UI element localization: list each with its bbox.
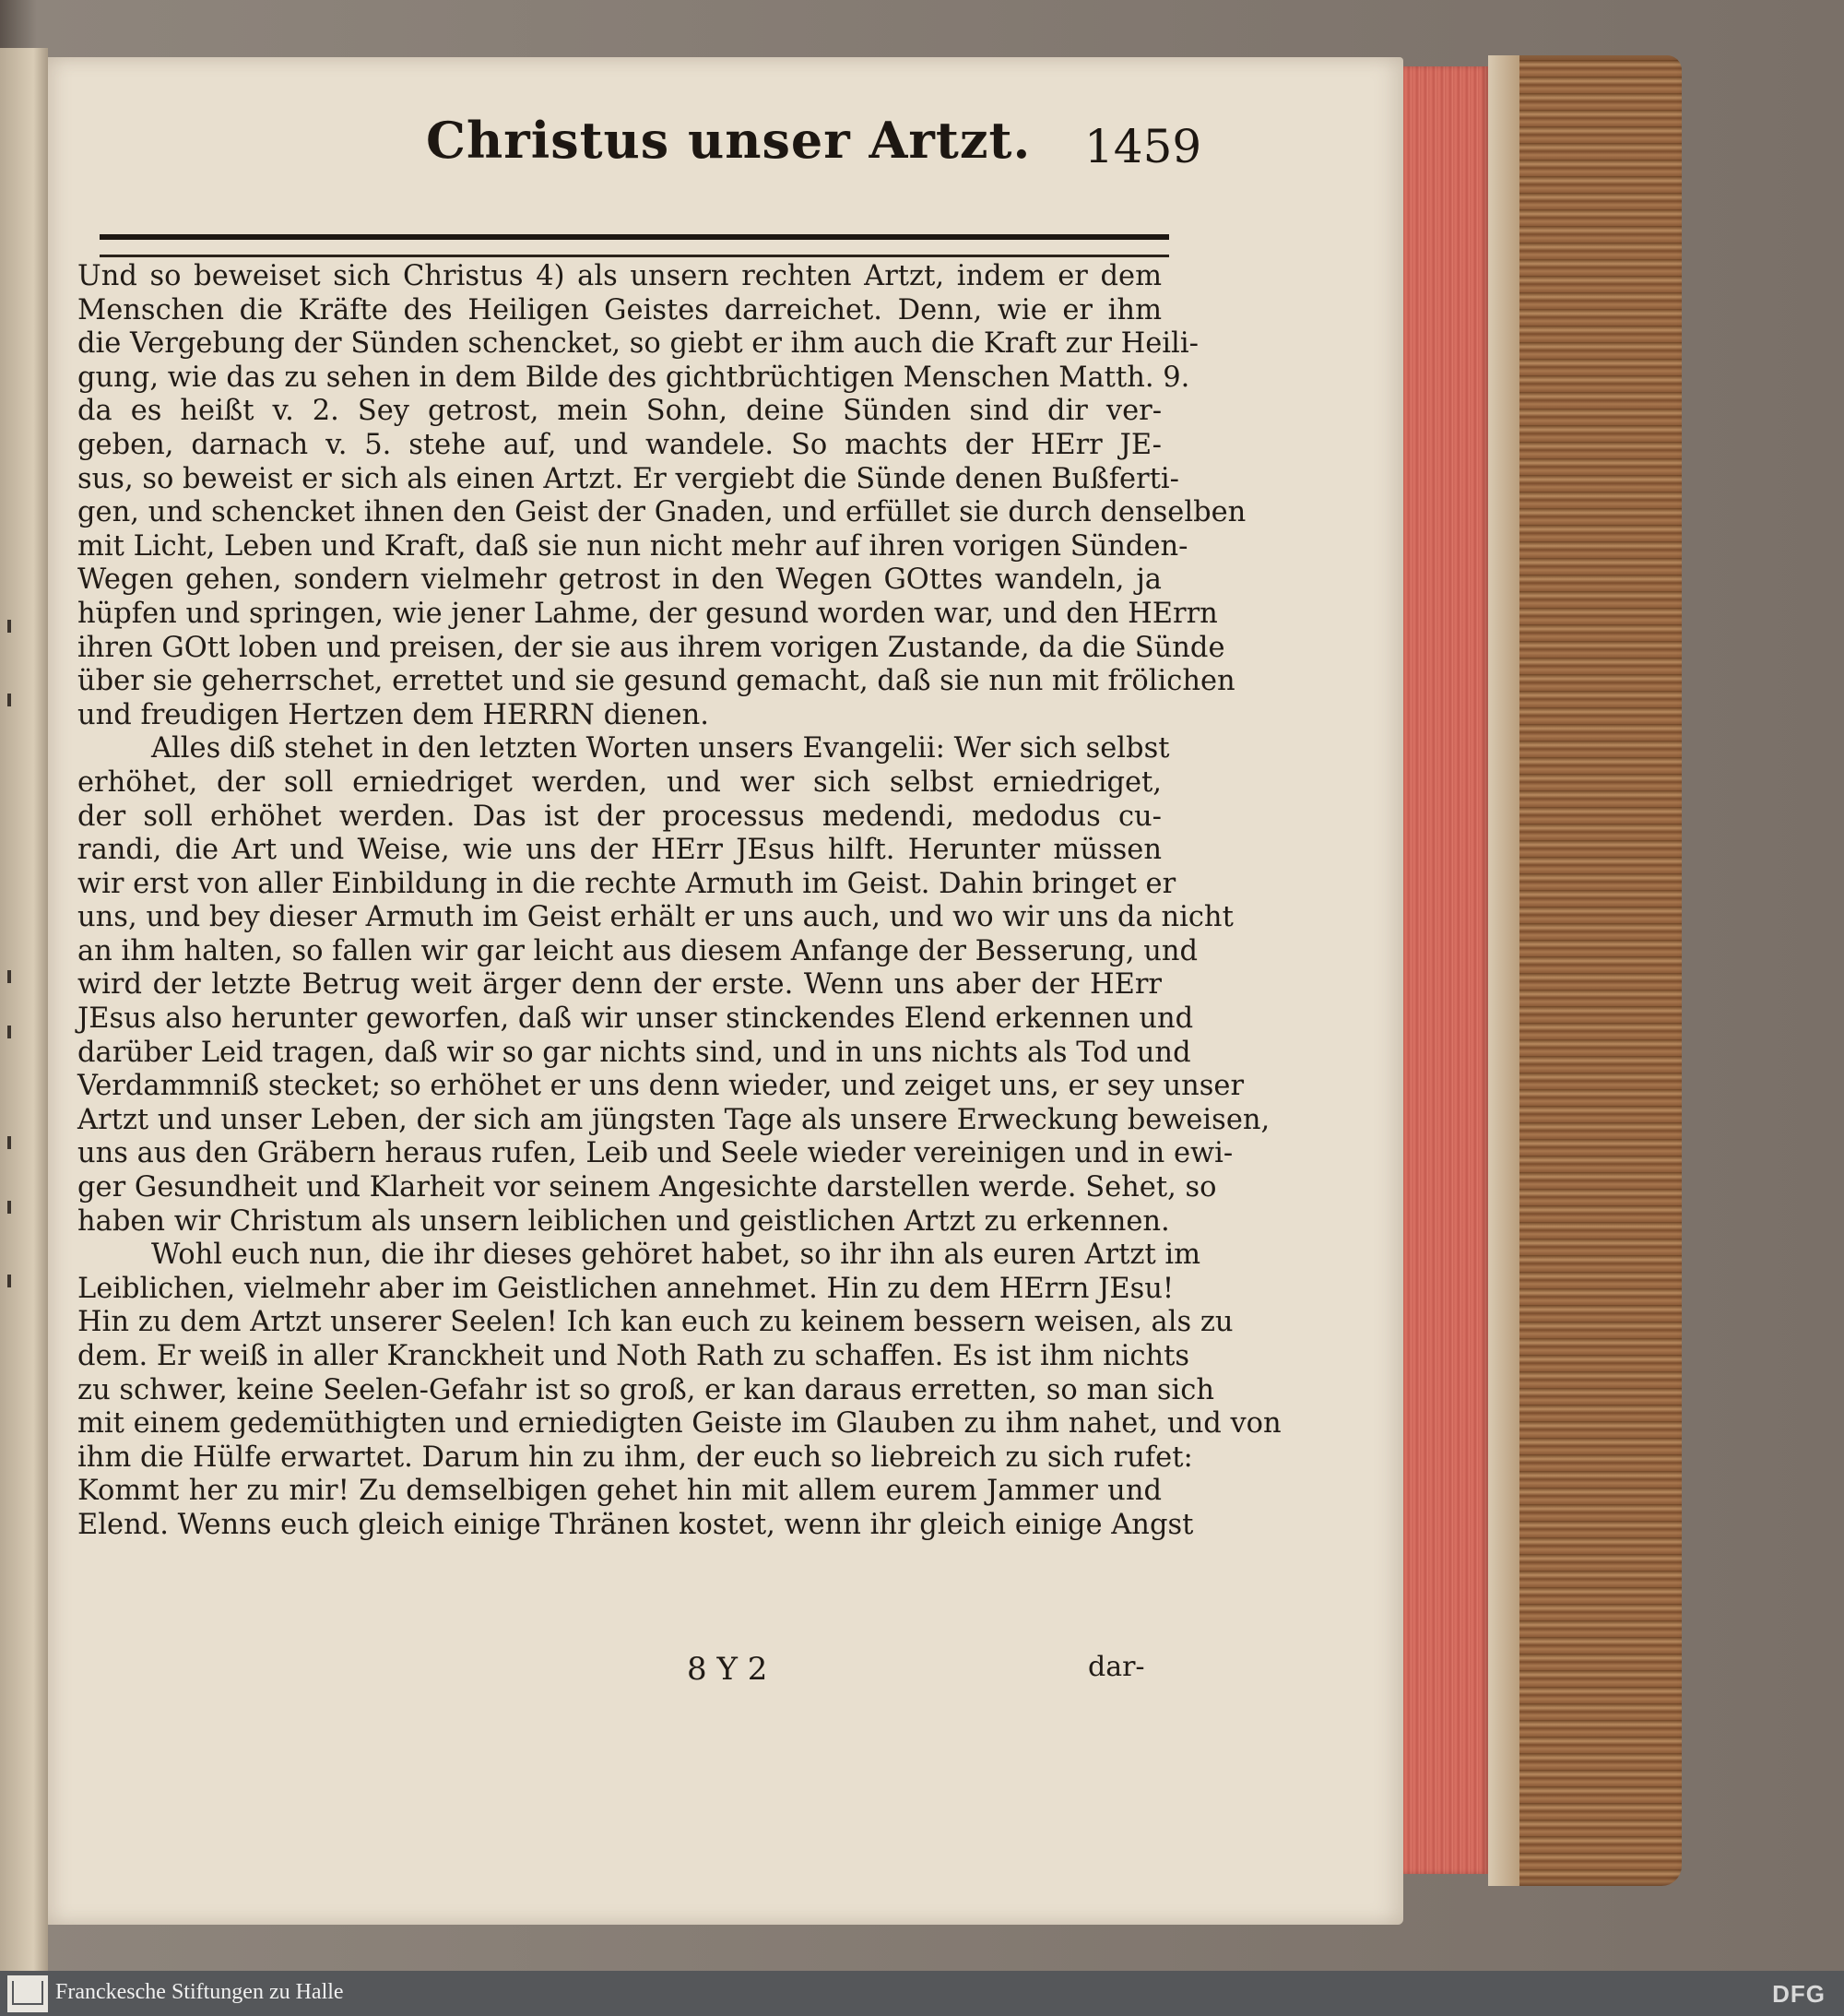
text-line: ihm die Hülfe erwartet. Darum hin zu ihm, der euch so liebreich zu sich rufet: <box>77 1441 1193 1474</box>
text-line: mit einem gedemüthigten und erniedigten Geiste im Glauben zu ihm nahet, und von <box>77 1407 1282 1441</box>
red-page-edges <box>1403 66 1488 1874</box>
text-line: Elend. Wenns euch gleich einige Thränen kostet, wenn ihr gleich einige Angst <box>77 1508 1194 1541</box>
text-line: hüpfen und springen, wie jener Lahme, der gesund worden war, und den HErrn <box>77 597 1218 630</box>
text-line: Wohl euch nun, die ihr dieses gehöret habet, so ihr ihn als euren Artzt im <box>151 1239 1201 1272</box>
text-line: mit Licht, Leben und Kraft, daß sie nun nicht mehr auf ihren vorigen Sünden- <box>77 529 1188 563</box>
running-head: Christus unser Artzt. <box>426 111 1032 170</box>
page-number: 1459 <box>1084 120 1202 173</box>
text-line: der soll erhöhet werden. Das ist der processus medendi, medodus cu- <box>77 800 1162 833</box>
text-line: Verdammniß stecket; so erhöhet er uns denn wieder, und zeiget uns, er sey unser <box>77 1070 1245 1103</box>
text-line: uns, und bey dieser Armuth im Geist erhält er uns auch, und wo wir uns da nicht <box>77 901 1234 934</box>
institution-logo-icon <box>7 1975 48 2012</box>
text-line: sus, so beweist er sich als einen Artzt. Er vergiebt die Sünde denen Bußferti- <box>77 462 1179 495</box>
text-line: da es heißt v. 2. Sey getrost, mein Sohn, deine Sünden sind dir ver- <box>77 395 1162 428</box>
text-line: dem. Er weiß in aller Kranckheit und Noth Rath zu schaffen. Es ist ihm nichts <box>77 1340 1190 1372</box>
text-line: die Vergebung der Sünden schencket, so giebt er ihm auch die Kraft zur Heili- <box>77 327 1199 361</box>
text-line: ger Gesundheit und Klarheit vor seinem Angesichte darstellen werde. Sehet, so <box>77 1171 1217 1204</box>
text-line: Wegen gehen, sondern vielmehr getrost in den Wegen GOttes wandeln, ja <box>77 563 1162 597</box>
text-line: Hin zu dem Artzt unserer Seelen! Ich kan euch zu keinem bessern weisen, als zu <box>77 1306 1234 1339</box>
text-line: Und so beweiset sich Christus 4) als unsern rechten Artzt, indem er dem <box>77 260 1162 292</box>
text-line: Kommt her zu mir! Zu demselbigen gehet hin mit allem eurem Jammer und <box>77 1475 1162 1508</box>
text-line: zu schwer, keine Seelen-Gefahr ist so groß, er kan daraus erretten, so man sich <box>77 1373 1215 1406</box>
text-line: darüber Leid tragen, daß wir so gar nichts sind, und in uns nichts als Tod und <box>77 1036 1191 1069</box>
facing-page-edge <box>0 48 48 1971</box>
text-line: Alles diß stehet in den letzten Worten unsers Evangelii: Wer sich selbst <box>151 732 1170 765</box>
text-line: gung, wie das zu sehen in dem Bilde des gichtbrüchtigen Menschen Matth. 9. <box>77 361 1190 394</box>
body-text <box>77 260 1282 1543</box>
text-line: gen, und schencket ihnen den Geist der Gnaden, und erfüllet sie durch denselben <box>77 496 1247 529</box>
text-line: geben, darnach v. 5. stehe auf, und wandele. So machts der HErr JE- <box>77 428 1162 461</box>
dfg-logo: DFG <box>1772 1980 1826 2008</box>
header-rule-thin <box>100 255 1169 257</box>
text-line: über sie geherrschet, errettet und sie gesund gemacht, daß sie nun mit frölichen <box>77 665 1235 698</box>
text-line: randi, die Art und Weise, wie uns der HErr JEsus hilft. Herunter müssen <box>77 834 1162 867</box>
text-line: Leiblichen, vielmehr aber im Geistlichen annehmet. Hin zu dem HErrn JEsu! <box>77 1272 1175 1305</box>
header-rule <box>100 234 1169 240</box>
institution-name: Franckesche Stiftungen zu Halle <box>55 1980 344 2004</box>
text-line: haben wir Christum als unsern leiblichen und geistlichen Artzt zu erkennen. <box>77 1204 1170 1238</box>
text-line: an ihm halten, so fallen wir gar leicht aus diesem Anfange der Besserung, und <box>77 934 1199 967</box>
book-cover-edge <box>1488 55 1682 1886</box>
text-line: und freudigen Hertzen dem HERRN dienen. <box>77 698 709 731</box>
catchword: dar- <box>1088 1651 1145 1683</box>
text-line: ihren GOtt loben und preisen, der sie aus ihrem vorigen Zustande, da die Sünde <box>77 631 1225 664</box>
text-line: erhöhet, der soll erniedriget werden, und wer sich selbst erniedriget, <box>77 765 1162 799</box>
text-line: wir erst von aller Einbildung in die rechte Armuth im Geist. Dahin bringet er <box>77 867 1176 900</box>
signature-mark: 8 Y 2 <box>687 1651 768 1688</box>
text-line: Artzt und unser Leben, der sich am jüngsten Tage als unsere Erweckung beweisen, <box>77 1103 1271 1136</box>
text-line: wird der letzte Betrug weit ärger denn der erste. Wenn uns aber der HErr <box>77 968 1162 1002</box>
text-line: Menschen die Kräfte des Heiligen Geistes darreichet. Denn, wie er ihm <box>77 293 1162 326</box>
text-line: JEsus also herunter geworfen, daß wir unser stinckendes Elend erkennen und <box>77 1002 1194 1036</box>
text-line: uns aus den Gräbern heraus rufen, Leib und Seele wieder vereinigen und in ewi- <box>77 1137 1234 1170</box>
